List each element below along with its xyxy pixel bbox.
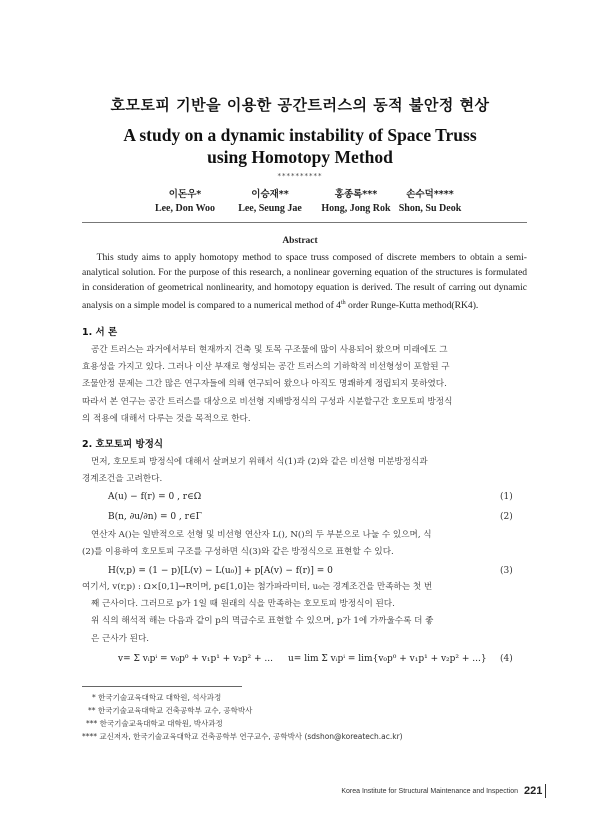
equation-1: A(u) − f(r) = 0 , r∈Ω [108,492,202,502]
abstract-text-end: order Runge-Kutta method(RK4). [345,299,479,311]
footnote-4: **** 교신저자, 한국기술교육대학교 건축공학부 연구교수, 공학박사 (sdshon@koreatech.ac.kr) [82,732,403,741]
abstract-body [82,250,527,313]
author-3-name-ko: 홍종록*** [334,189,378,200]
section-2-heading: 2. 호모토피 방정식 [82,439,164,450]
author-4-name-en: Shon, Su Deok [398,203,462,214]
author-3-name-en: Hong, Jong Rok [321,203,391,214]
abstract-text: This study aims to apply homotopy method to space truss composed of discrete members to obtain a semi-analytical solution. For the purpose of this research, a nonlinear governing equation of the structures is formulated in consideration of geometrical nonlinearity, and homotopy equation is derived. The result of carring out dynamic analysis on a simple model is compared to a numerical method of 4 [82,252,527,311]
author-1-name-en: Lee, Don Woo [154,203,216,214]
equation-2: B(n, ∂u/∂n) = 0 , r∈Γ [108,512,202,522]
section-1-line: 효용성을 가지고 있다. 그러나 이산 부재로 형성되는 공간 트러스의 기하학적 비선형성이 포함된 구 [82,362,450,373]
section-1-heading: 1. 서 론 [82,327,118,338]
footnote-rule [82,686,242,687]
footer-publisher: Korea Institute for Structural Maintenance and Inspection [341,788,518,795]
author-1-name-ko: 이돈우* [168,189,202,200]
author-2-name-en: Lee, Seung Jae [238,203,302,214]
section-2-line: 째 근사이다. 그러므로 p가 1일 때 원래의 식을 만족하는 호모토피 방정식이 된다. [91,599,395,610]
section-1-body [82,342,527,428]
abstract-heading: Abstract [282,236,318,246]
section-2-intro [82,454,527,488]
footnote-1: * 한국기술교육대학교 대학원, 석사과정 [92,693,222,702]
equation-4-number: (4) [500,654,513,664]
equation-4-left: v= Σ vᵢpⁱ = v₀p⁰ + v₁p¹ + v₂p² + ... [118,654,273,664]
section-2-line: (2)를 이용하여 호모토피 구조를 구성하면 식(3)와 같은 방정식으로 표현할 수 있다. [82,547,394,558]
equation-1-number: (1) [500,492,513,502]
section-2-line: 먼저, 호모토피 방정식에 대해서 살펴보기 위해서 식(1)과 (2)와 같은 비선형 미분방정식과 [91,457,428,467]
section-1-line: 공간 트러스는 과거에서부터 현재까지 건축 및 토목 구조물에 많이 사용되어 왔으며 미래에도 그 [91,345,448,355]
section-2-line: 위 식의 해석적 해는 다음과 같이 p의 멱급수로 표현할 수 있으며, p가 1에 가까울수록 더 좋 [91,616,434,627]
page-number: 221 [524,785,543,797]
equation-2-number: (2) [500,512,513,522]
section-1-line: 조물안정 문제는 그간 많은 연구자들에 의해 연구되어 왔으나 아직도 명쾌하게 정립되지 못하였다. [82,379,447,390]
section-2-line: 연산자 A()는 일반적으로 선형 및 비선형 연산자 L(), N()의 두 부분으로 나눌 수 있으며, 식 [91,530,432,540]
equation-4-right: u= lim Σ vᵢpⁱ = lim{v₀p⁰ + v₁p¹ + v₂p² + ...} [288,654,487,664]
footnote-3: *** 한국기술교육대학교 대학원, 박사과정 [86,719,223,728]
section-1-line: 따라서 본 연구는 공간 트러스를 대상으로 비선형 지배방정식의 구성과 시분할구간 호모토피 방정식 [82,396,453,407]
author-2-name-ko: 이승재** [251,189,289,200]
title-english-line1: A study on a dynamic instability of Space Truss [123,125,477,145]
abstract-superscript: th [340,299,346,306]
section-1-line: 의 적용에 대해서 다루는 것을 목적으로 한다. [82,413,251,424]
title-separator-stars: ********** [277,172,323,180]
footer-divider [545,784,546,798]
author-4 [370,186,490,214]
header-rule [82,222,527,223]
section-2-line: 은 근사가 된다. [91,633,150,644]
section-2-line: 여기서, v(r,p) : Ω×[0,1]→R이며, p∈[1,0]는 첨가파라미터, u₀는 경계조건을 만족하는 첫 번 [82,582,433,592]
author-4-name-ko: 손수덕**** [406,189,454,200]
equation-3-number: (3) [500,566,513,576]
section-2-line: 경계조건을 고려한다. [82,474,163,485]
equation-3: H(v,p) = (1 − p)[L(v) − L(u₀)] + p[A(v) − f(r)] = 0 [108,566,333,576]
section-2-after [82,579,527,648]
footnote-2: ** 한국기술교육대학교 건축공학부 교수, 공학박사 [88,706,253,715]
title-korean: 호모토피 기반을 이용한 공간트러스의 동적 불안정 현상 [110,96,490,114]
title-english-line2: using Homotopy Method [207,147,393,167]
section-2-mid [82,527,527,561]
